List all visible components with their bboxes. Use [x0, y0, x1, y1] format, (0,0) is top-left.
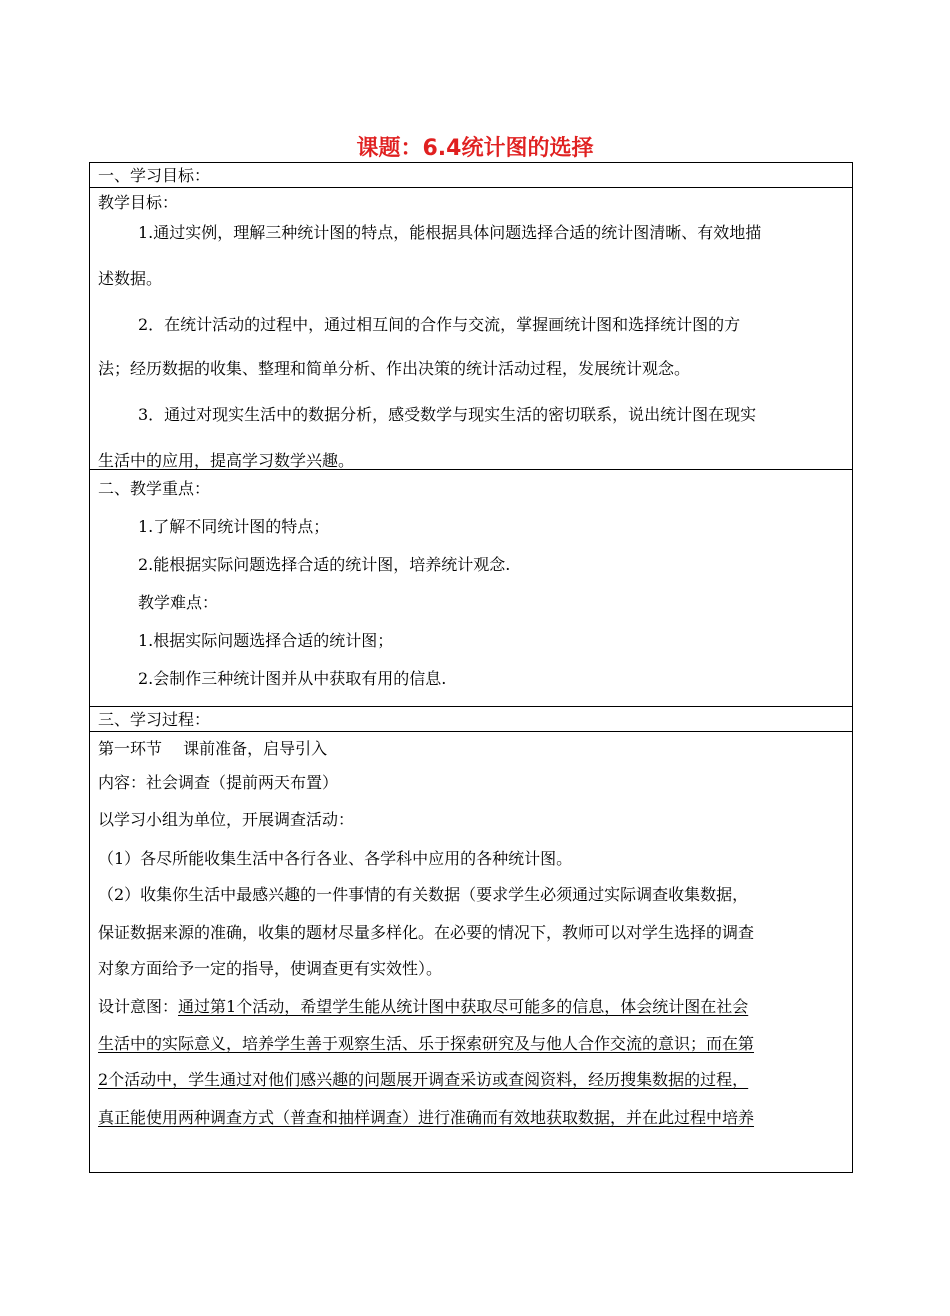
section2-header: 二、教学重点：	[98, 479, 211, 498]
goal-line: 述数据。	[98, 269, 163, 288]
process-line: 对象方面给予一定的指导，使调查更有实效性）。	[98, 959, 443, 978]
key-point-line: 2.能根据实际问题选择合适的统计图，培养统计观念.	[138, 555, 511, 574]
section2-row	[90, 470, 852, 707]
process-line: 第一环节 课前准备，启导引入	[98, 739, 328, 758]
design-intent-text: 真正能使用两种调查方式（普查和抽样调查）进行准确而有效地获取数据，并在此过程中培养	[98, 1108, 755, 1127]
goal-line: 法；经历数据的收集、整理和简单分析、作出决策的统计活动过程，发展统计观念。	[98, 359, 691, 378]
difficulty-line: 1.根据实际问题选择合适的统计图；	[138, 631, 394, 650]
section3-header: 三、学习过程：	[98, 710, 211, 729]
process-line: 内容：社会调查（提前两天布置）	[98, 773, 339, 792]
design-intent-text: 生活中的实际意义，培养学生善于观察生活、乐于探索研究及与他人合作交流的意识；而在第	[98, 1034, 755, 1053]
goal-line: 3．通过对现实生活中的数据分析，感受数学与现实生活的密切联系，说出统计图在现实	[138, 405, 757, 424]
goal-line: 2．在统计活动的过程中，通过相互间的合作与交流，掌握画统计图和选择统计图的方	[138, 315, 741, 334]
process-line: （2）收集你生活中最感兴趣的一件事情的有关数据（要求学生必须通过实际调查收集数据，	[98, 885, 749, 904]
lesson-table	[89, 162, 853, 1173]
design-intent-text: 2个活动中，学生通过对他们感兴趣的问题展开调查采访或查阅资料，经历搜集数据的过程，	[98, 1070, 749, 1089]
design-intent-line	[98, 996, 748, 1018]
design-intent-text: 通过第1个活动，希望学生能从统计图中获取尽可能多的信息，体会统计图在社会	[178, 997, 749, 1016]
teaching-goals-label: 教学目标：	[98, 193, 179, 212]
process-line: （1）各尽所能收集生活中各行各业、各学科中应用的各种统计图。	[98, 849, 573, 868]
section1-body-row	[90, 188, 852, 470]
process-line: 保证数据来源的准确，收集的题材尽量多样化。在必要的情况下，教师可以对学生选择的调查	[98, 923, 755, 942]
section3-body-row	[90, 732, 852, 1172]
page-title: 课题：6.4统计图的选择	[356, 136, 594, 161]
section3-header-row	[90, 707, 852, 732]
difficulty-line: 2.会制作三种统计图并从中获取有用的信息.	[138, 669, 447, 688]
section1-header: 一、学习目标：	[98, 166, 211, 185]
goal-line: 生活中的应用，提高学习数学兴趣。	[98, 451, 355, 470]
goal-line: 1.通过实例，理解三种统计图的特点，能根据具体问题选择合适的统计图清晰、有效地描	[138, 223, 762, 242]
difficulty-label: 教学难点：	[138, 593, 219, 612]
process-line: 以学习小组为单位，开展调查活动：	[98, 810, 355, 829]
section1-header-row	[90, 163, 852, 188]
design-intent-label: 设计意图：	[98, 997, 179, 1016]
key-point-line: 1.了解不同统计图的特点；	[138, 517, 330, 536]
